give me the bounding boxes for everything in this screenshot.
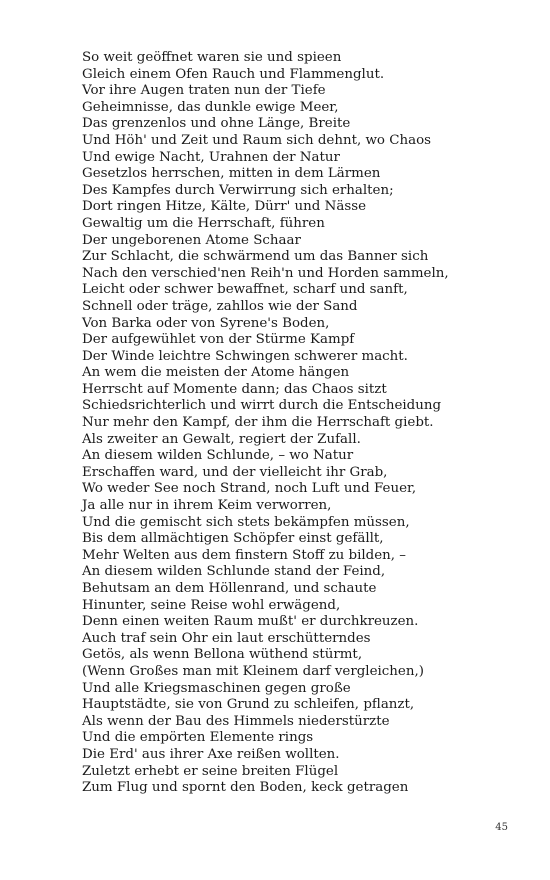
page-number: 45 (495, 822, 508, 833)
poem-line: Ja alle nur in ihrem Keim verworren, (82, 498, 332, 514)
poem-line: Und die gemischt sich stets bekämpfen müssen, (82, 514, 410, 530)
poem-line: Als zweiter an Gewalt, regiert der Zufall. (82, 431, 361, 447)
poem-line: Wo weder See noch Strand, noch Luft und Feuer, (82, 481, 417, 497)
poem-line: Vor ihre Augen traten nun der Tiefe (82, 83, 326, 99)
poem-line: Hinunter, seine Reise wohl erwägend, (82, 597, 341, 613)
poem-line: Der aufgewühlet von der Stürme Kampf (82, 332, 355, 348)
poem-line: Die Erd' aus ihrer Axe reißen wollten. (82, 746, 340, 762)
poem-line: Als wenn der Bau des Himmels niederstürzte (82, 713, 390, 729)
poem-line: Und alle Kriegsmaschinen gegen große (82, 680, 351, 696)
poem-line: Geheimnisse, das dunkle ewige Meer, (82, 99, 339, 115)
poem-line: Herrscht auf Momente dann; das Chaos sitzt (82, 381, 387, 397)
poem-line: So weit geöffnet waren sie und spieen (82, 50, 342, 65)
poem-line: An wem die meisten der Atome hängen (82, 365, 350, 381)
poem-line: Hauptstädte, sie von Grund zu schleifen, pflanzt, (82, 697, 415, 713)
poem-line: Zum Flug und spornt den Boden, keck getragen (82, 780, 409, 796)
poem-line: An diesem wilden Schlunde, – wo Natur (82, 448, 354, 464)
poem-line: Mehr Welten aus dem finstern Stoff zu bilden, – (82, 547, 406, 563)
poem-line: Gewaltig um die Herrschaft, führen (82, 215, 325, 231)
poem-line: Schiedsrichterlich und wirrt durch die Entscheidung (82, 398, 442, 414)
poem-line: Das grenzenlos und ohne Länge, Breite (82, 116, 351, 132)
poem-line: Getös, als wenn Bellona wüthend stürmt, (82, 647, 363, 663)
poem-line: Und ewige Nacht, Urahnen der Natur (82, 149, 340, 165)
poem-line: Gesetzlos herrschen, mitten in dem Lärmen (82, 166, 381, 182)
poem-line: Des Kampfes durch Verwirrung sich erhalten; (82, 182, 394, 198)
poem-line: Der Winde leichtre Schwingen schwerer macht. (82, 348, 408, 364)
poem-line: Der ungeborenen Atome Schaar (82, 232, 301, 248)
poem-line: Nach den verschied'nen Reih'n und Horden sammeln, (82, 265, 449, 281)
poem-line: Gleich einem Ofen Rauch und Flammenglut. (82, 66, 385, 82)
poem-line: Behutsam an dem Höllenrand, und schaute (82, 581, 377, 596)
poem-line: Dort ringen Hitze, Kälte, Dürr' und Nässe (82, 199, 366, 215)
poem-line: (Wenn Großes man mit Kleinem darf vergleichen,) (82, 663, 424, 679)
poem-line: Schnell oder träge, zahllos wie der Sand (82, 298, 358, 314)
poem-line: Nur mehr den Kampf, der ihm die Herrschaft giebt. (82, 415, 434, 431)
poem-line: Leicht oder schwer bewaffnet, scharf und sanft, (82, 282, 408, 298)
poem-line: Auch traf sein Ohr ein laut erschütterndes (82, 630, 371, 646)
poem-line: An diesem wilden Schlunde stand der Feind, (82, 564, 386, 580)
poem-line: Bis dem allmächtigen Schöpfer einst gefällt, (82, 531, 384, 547)
poem-line: Und die empörten Elemente rings (82, 730, 314, 746)
poem-text (82, 50, 522, 797)
poem-line: Zur Schlacht, die schwärmend um das Banner sich (82, 249, 429, 265)
poem-line: Erschaffen ward, und der vielleicht ihr Grab, (82, 464, 388, 480)
poem-line: Zuletzt erhebt er seine breiten Flügel (82, 763, 339, 779)
poem-line: Und Höh' und Zeit und Raum sich dehnt, wo Chaos (82, 132, 432, 148)
poem-line: Von Barka oder von Syrene's Boden, (82, 315, 330, 331)
poem-line: Denn einen weiten Raum mußt' er durchkreuzen. (82, 614, 419, 630)
